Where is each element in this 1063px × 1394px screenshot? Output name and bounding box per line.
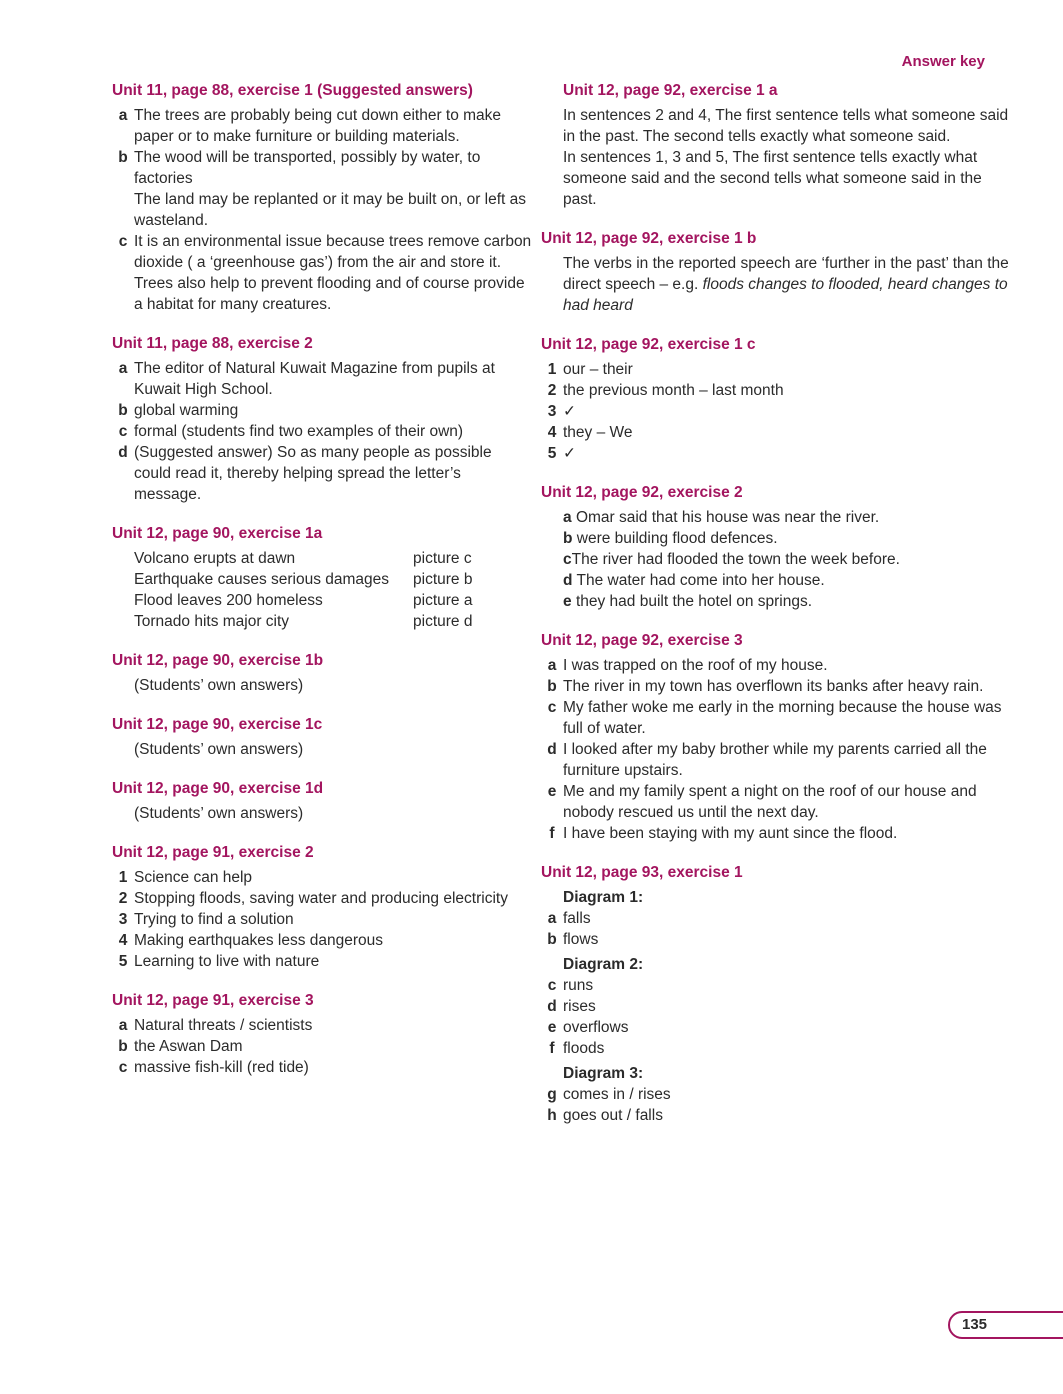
- item-text: Learning to live with nature: [134, 953, 320, 970]
- answer-item: [112, 231, 532, 315]
- answer-item: [112, 421, 532, 442]
- item-text: Omar said that his house was near the river.: [575, 509, 880, 526]
- section-heading: Unit 11, page 88, exercise 1 (Suggested answers): [112, 82, 473, 99]
- section-heading: Unit 12, page 93, exercise 1: [541, 864, 743, 881]
- item-label: 4: [547, 424, 557, 441]
- headline-pair: [112, 548, 532, 569]
- item-text: I looked after my baby brother while my parents carried all the furniture upstairs.: [563, 741, 987, 779]
- item-text: falls: [563, 910, 591, 927]
- item-text: they – We: [563, 424, 633, 441]
- answer-item: [112, 888, 532, 909]
- item-text: Natural threats / scientists: [134, 1017, 313, 1034]
- answer-item: [112, 930, 532, 951]
- answer-text-italic: floods changes to flooded, heard changes to had heard: [563, 276, 1008, 314]
- item-label: e: [563, 593, 572, 610]
- item-text: runs: [563, 977, 594, 994]
- item-label: c: [118, 233, 128, 250]
- section-heading: Unit 12, page 91, exercise 2: [112, 844, 314, 861]
- section-u12-p92-ex1a: [541, 80, 1011, 210]
- item-text: Trying to find a solution: [134, 911, 294, 928]
- item-label: b: [547, 931, 557, 948]
- answer-item: [541, 380, 1011, 401]
- answer-item: [541, 676, 1011, 697]
- item-label: d: [118, 444, 128, 461]
- answer-item: [541, 1017, 1011, 1038]
- answer-item: [112, 951, 532, 972]
- item-label: 3: [547, 403, 557, 420]
- section-u12-p92-ex2: [541, 482, 1011, 612]
- answer-text-lead: The verbs in the reported speech are ‘further in the past’ than the direct speech – e.g.: [563, 255, 1009, 293]
- answer-text: (Students’ own answers): [134, 677, 304, 694]
- item-text: formal (students find two examples of their own): [134, 423, 464, 440]
- answer-item: [112, 147, 532, 231]
- item-label: d: [547, 998, 557, 1015]
- section-heading: Unit 12, page 90, exercise 1c: [112, 716, 323, 733]
- item-text: Stopping floods, saving water and producing electricity: [134, 890, 508, 907]
- section-heading: Unit 12, page 92, exercise 3: [541, 632, 743, 649]
- picture-text: picture d: [413, 613, 473, 630]
- item-label: e: [547, 1019, 557, 1036]
- headline-pair: [112, 590, 532, 611]
- answer-item: [541, 823, 1011, 844]
- section-heading: Unit 12, page 92, exercise 1 b: [541, 230, 757, 247]
- answer-item: [541, 359, 1011, 380]
- headline-text: Volcano erupts at dawn: [134, 550, 296, 567]
- item-text: The trees are probably being cut down either to make paper or to make furniture or building materials.: [134, 107, 502, 145]
- answer-item: [541, 1038, 1011, 1059]
- item-label: a: [118, 360, 128, 377]
- item-label: b: [118, 402, 128, 419]
- answer-item: [541, 996, 1011, 1017]
- answer-item: [112, 1057, 532, 1078]
- item-label: c: [118, 1059, 128, 1076]
- item-label: 1: [118, 869, 128, 886]
- picture-text: picture c: [413, 550, 472, 567]
- item-label: a: [547, 657, 557, 674]
- section-u12-ex1c: [112, 714, 532, 760]
- item-text: Science can help: [134, 869, 253, 886]
- answer-item: [112, 400, 532, 421]
- item-label: a: [118, 1017, 128, 1034]
- section-heading: Unit 12, page 92, exercise 1 a: [563, 82, 778, 99]
- item-text: rises: [563, 998, 596, 1015]
- section-heading: Unit 12, page 90, exercise 1b: [112, 652, 324, 669]
- section-heading: Unit 11, page 88, exercise 2: [112, 335, 313, 352]
- item-text: overflows: [563, 1019, 629, 1036]
- section-heading: Unit 12, page 92, exercise 2: [541, 484, 743, 501]
- answer-paragraph: In sentences 1, 3 and 5, The first sentence tells exactly what someone said and the second tells what someone said in the past.: [563, 149, 982, 208]
- item-text: The river in my town has overflown its banks after heavy rain.: [563, 678, 984, 695]
- diagram-title: Diagram 1:: [563, 889, 644, 906]
- item-text: The water had come into her house.: [576, 572, 825, 589]
- answer-item: [112, 1015, 532, 1036]
- item-text: massive fish-kill (red tide): [134, 1059, 309, 1076]
- item-label: 1: [547, 361, 557, 378]
- item-label: d: [563, 572, 573, 589]
- answer-item: [541, 422, 1011, 443]
- answer-item: [541, 591, 1011, 612]
- item-text: goes out / falls: [563, 1107, 663, 1124]
- item-label: a: [118, 107, 128, 124]
- section-heading: Unit 12, page 90, exercise 1a: [112, 525, 323, 542]
- section-u11-ex1: [112, 80, 532, 315]
- item-text: I was trapped on the roof of my house.: [563, 657, 828, 674]
- headline-pair: [112, 611, 532, 632]
- running-head: Answer key: [901, 53, 985, 70]
- item-text-extra: The land may be replanted or it may be built on, or left as wasteland.: [134, 191, 527, 229]
- answer-item: [541, 1084, 1011, 1105]
- item-label: 5: [118, 953, 128, 970]
- item-text: I have been staying with my aunt since the flood.: [563, 825, 898, 842]
- answer-item: [541, 908, 1011, 929]
- answer-item: [541, 401, 1011, 422]
- item-label: c: [547, 977, 557, 994]
- section-u12-p93-ex1: [541, 862, 1011, 1126]
- answer-text: (Students’ own answers): [134, 741, 304, 758]
- section-u12-p92-ex3: [541, 630, 1011, 844]
- answer-item: [541, 528, 1011, 549]
- item-label: 2: [118, 890, 128, 907]
- item-label: e: [547, 783, 557, 800]
- item-text: [134, 147, 532, 231]
- diagram-title: Diagram 3:: [563, 1065, 644, 1082]
- check-mark-icon: ✓: [563, 403, 576, 420]
- item-text: It is an environmental issue because trees remove carbon dioxide ( a ‘greenhouse gas’) from the air and store it. Trees also help to prevent flooding and of course provide a habitat for many creatures.: [134, 233, 532, 313]
- item-label: 5: [547, 445, 557, 462]
- item-label: 3: [118, 911, 128, 928]
- diagram-title: Diagram 2:: [563, 956, 644, 973]
- headline-text: Flood leaves 200 homeless: [134, 592, 323, 609]
- item-label: 4: [118, 932, 128, 949]
- answer-paragraph: [541, 253, 1011, 316]
- item-label: a: [547, 910, 557, 927]
- headline-pair: [112, 569, 532, 590]
- item-label: b: [547, 678, 557, 695]
- item-text-main: The wood will be transported, possibly by water, to factories: [134, 149, 481, 187]
- item-text: The editor of Natural Kuwait Magazine from pupils at Kuwait High School.: [134, 360, 495, 398]
- section-u12-p91-ex2: [112, 842, 532, 972]
- left-column: [112, 80, 532, 1096]
- section-u12-p92-ex1c: [541, 334, 1011, 464]
- section-u12-p91-ex3: [112, 990, 532, 1078]
- item-label: d: [547, 741, 557, 758]
- answer-paragraph: In sentences 2 and 4, The first sentence tells what someone said in the past. The second tells exactly what someone said.: [563, 107, 1009, 145]
- item-label: c: [118, 423, 128, 440]
- answer-item: [112, 105, 532, 147]
- answer-item: [112, 358, 532, 400]
- section-u12-ex1b: [112, 650, 532, 696]
- item-label: f: [549, 825, 555, 842]
- item-text: My father woke me early in the morning because the house was full of water.: [563, 699, 1002, 737]
- answer-item: [541, 697, 1011, 739]
- item-text: were building flood defences.: [576, 530, 778, 547]
- answer-text: (Students’ own answers): [134, 805, 304, 822]
- answer-item: [112, 1036, 532, 1057]
- item-text: comes in / rises: [563, 1086, 671, 1103]
- answer-item: [541, 929, 1011, 950]
- answer-item: [112, 909, 532, 930]
- answer-item: [541, 739, 1011, 781]
- item-label: f: [549, 1040, 555, 1057]
- answer-item: [541, 570, 1011, 591]
- item-label: a: [563, 509, 572, 526]
- item-label: 2: [547, 382, 557, 399]
- answer-item: [541, 1105, 1011, 1126]
- item-text: Making earthquakes less dangerous: [134, 932, 384, 949]
- page-number: 135: [962, 1316, 988, 1333]
- headline-text: Earthquake causes serious damages: [134, 571, 390, 588]
- picture-text: picture b: [413, 571, 473, 588]
- section-heading: Unit 12, page 92, exercise 1 c: [541, 336, 756, 353]
- item-label: g: [547, 1086, 557, 1103]
- item-label: b: [563, 530, 573, 547]
- item-label: c: [547, 699, 557, 716]
- headline-text: Tornado hits major city: [134, 613, 290, 630]
- answer-item: [541, 655, 1011, 676]
- item-label: b: [118, 149, 128, 166]
- item-text: the Aswan Dam: [134, 1038, 243, 1055]
- item-text: the previous month – last month: [563, 382, 784, 399]
- picture-text: picture a: [413, 592, 473, 609]
- item-text: they had built the hotel on springs.: [575, 593, 813, 610]
- item-label: b: [118, 1038, 128, 1055]
- item-label: h: [547, 1107, 557, 1124]
- item-text: (Suggested answer) So as many people as possible could read it, thereby helping spread the letter’s message.: [134, 444, 492, 503]
- answer-item: [541, 443, 1011, 464]
- answer-item: [112, 867, 532, 888]
- item-text: flows: [563, 931, 599, 948]
- answer-item: [112, 442, 532, 505]
- answer-item: [541, 549, 1011, 570]
- item-text: The river had flooded the town the week before.: [571, 551, 900, 568]
- section-u12-p92-ex1b: [541, 228, 1011, 316]
- section-u12-ex1d: [112, 778, 532, 824]
- item-text: Me and my family spent a night on the roof of our house and nobody rescued us until the next day.: [563, 783, 977, 821]
- item-text: global warming: [134, 402, 239, 419]
- answer-item: [541, 507, 1011, 528]
- answer-item: [541, 781, 1011, 823]
- check-mark-icon: ✓: [563, 445, 576, 462]
- section-heading: Unit 12, page 90, exercise 1d: [112, 780, 324, 797]
- item-text: our – their: [563, 361, 633, 378]
- answer-item: [541, 975, 1011, 996]
- right-column: [541, 80, 1011, 1144]
- section-u11-ex2: [112, 333, 532, 505]
- section-u12-ex1a: [112, 523, 532, 632]
- section-heading: Unit 12, page 91, exercise 3: [112, 992, 314, 1009]
- item-text: floods: [563, 1040, 605, 1057]
- item-label: c: [563, 551, 572, 568]
